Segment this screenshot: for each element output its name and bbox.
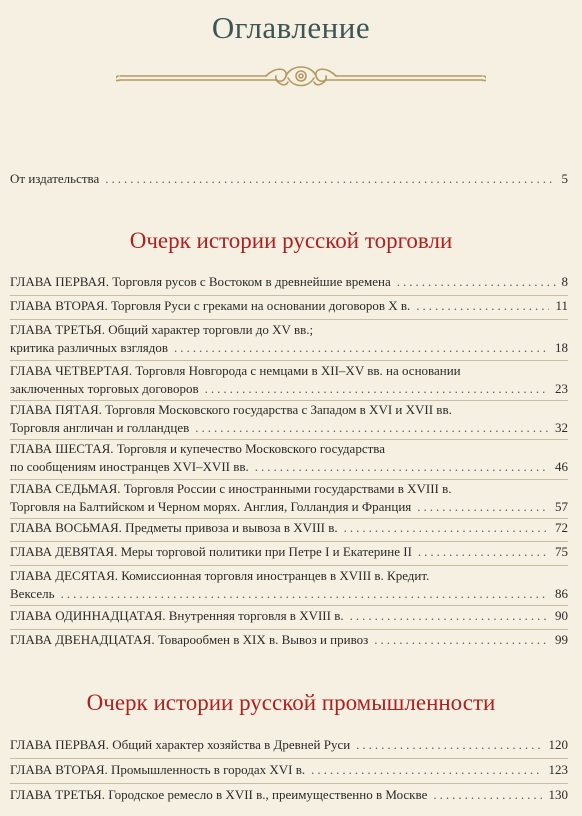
toc-entry-last-line	[10, 519, 568, 537]
toc-entry-trade-3[interactable]	[10, 321, 568, 357]
toc-entry-trade-12[interactable]	[10, 631, 568, 649]
dot-leader	[356, 736, 542, 754]
page-number: 90	[555, 608, 568, 623]
divider	[10, 758, 568, 759]
page-number: 75	[555, 544, 568, 559]
toc-entry-trade-9[interactable]	[10, 543, 568, 561]
dot-leader	[174, 339, 549, 357]
toc-entry-title: критика различных взглядов	[10, 340, 169, 355]
dot-leader	[417, 498, 549, 516]
toc-entry-title: ГЛАВА ДВЕНАДЦАТАЯ. Товарообмен в XIX в. Вывоз и привоз	[10, 632, 369, 647]
dot-leader	[311, 761, 542, 779]
divider	[10, 541, 568, 542]
toc-entry-title: Торговля на Балтийском и Черном морях. Англия, Голландия и Франция	[10, 499, 412, 514]
page-number: 86	[555, 586, 568, 601]
toc-entry-trade-8[interactable]	[10, 519, 568, 537]
page-number: 72	[555, 520, 568, 535]
toc-entry-title: ГЛАВА ТРЕТЬЯ. Городское ремесло в XVII в., преимущественно в Москве	[10, 787, 428, 802]
toc-entry-trade-2[interactable]	[10, 297, 568, 315]
section-title-trade: Очерк истории русской торговли	[129, 228, 453, 253]
toc-entry-title: ГЛАВА ВТОРАЯ. Промышленность в городах XVI в.	[10, 762, 306, 777]
toc-entry-title: ГЛАВА ДЕВЯТАЯ. Меры торговой политики при Петре I и Екатерине II	[10, 544, 412, 559]
dot-leader	[344, 519, 549, 537]
page-number: 99	[555, 632, 568, 647]
divider	[10, 605, 568, 606]
divider	[10, 295, 568, 296]
section-title-industry: Очерк истории русской промышленности	[86, 690, 496, 715]
toc-entry-last-line	[10, 607, 568, 625]
page-number: 123	[548, 762, 568, 777]
toc-entry-intro[interactable]	[10, 170, 568, 188]
toc-entry-last-line	[10, 380, 568, 398]
toc-entry-title: Торговля англичан и голландцев	[10, 420, 190, 435]
toc-entry-last-line	[10, 498, 568, 516]
divider	[10, 629, 568, 630]
divider	[10, 783, 568, 784]
page-number: 130	[548, 787, 568, 802]
divider	[10, 565, 568, 566]
toc-entry-last-line	[10, 273, 568, 291]
toc-entry-line: ГЛАВА ТРЕТЬЯ. Общий характер торговли до XV вв.;	[10, 322, 314, 337]
toc-entry-last-line	[10, 297, 568, 315]
toc-entry-title: ГЛАВА ВТОРАЯ. Торговля Руси с греками на основании договоров X в.	[10, 298, 411, 313]
page-title: Оглавление	[211, 10, 371, 45]
toc-entry-industry-3[interactable]	[10, 786, 568, 804]
toc-entry-last-line	[10, 761, 568, 779]
toc-entry-title: Вексель	[10, 586, 55, 601]
dot-leader	[61, 585, 549, 603]
dot-leader	[195, 419, 549, 437]
dot-leader	[397, 273, 556, 291]
divider	[10, 360, 568, 361]
dot-leader	[205, 380, 549, 398]
dot-leader	[416, 297, 549, 315]
toc-entry-trade-1[interactable]	[10, 273, 568, 291]
toc-entry-title: ГЛАВА ОДИННАДЦАТАЯ. Внутренняя торговля в XVIII в.	[10, 608, 344, 623]
toc-entry-title: ГЛАВА ВОСЬМАЯ. Предметы привоза и вывоза в XVIII в.	[10, 520, 338, 535]
toc-entry-line: ГЛАВА ПЯТАЯ. Торговля Московского государства с Западом в XVI и XVII вв.	[10, 402, 452, 417]
page-number: 120	[548, 737, 568, 752]
dot-leader	[418, 543, 549, 561]
toc-entry-title: по сообщениям иностранцев XVI–XVII вв.	[10, 459, 249, 474]
toc-entry-last-line	[10, 585, 568, 603]
page-number: 57	[555, 499, 568, 514]
toc-entry-trade-5[interactable]	[10, 401, 568, 437]
toc-entry-last-line	[10, 458, 568, 476]
toc-entry-line: ГЛАВА СЕДЬМАЯ. Торговля России с иностранными государствами в XVIII в.	[10, 481, 452, 496]
page-number: 8	[561, 274, 568, 289]
toc-entry-line: ГЛАВА ШЕСТАЯ. Торговля и купечество Московского государства	[10, 441, 386, 456]
toc-entry-last-line	[10, 543, 568, 561]
toc-entry-last-line	[10, 736, 568, 754]
page-number: 5	[561, 171, 568, 186]
dot-leader	[433, 786, 542, 804]
dot-leader	[105, 170, 555, 188]
toc-entry-last-line	[10, 170, 568, 188]
toc-entry-title: ГЛАВА ПЕРВАЯ. Общий характер хозяйства в Древней Руси	[10, 737, 351, 752]
toc-entry-last-line	[10, 339, 568, 357]
dot-leader	[350, 607, 549, 625]
toc-entry-trade-4[interactable]	[10, 362, 568, 398]
toc-entry-last-line	[10, 419, 568, 437]
toc-entry-trade-6[interactable]	[10, 440, 568, 476]
toc-entry-title: От издательства	[10, 171, 100, 186]
toc-entry-line: ГЛАВА ЧЕТВЕРТАЯ. Торговля Новгорода с немцами в XII–XV вв. на основании	[10, 363, 461, 378]
page-number: 23	[555, 381, 568, 396]
page-number: 18	[555, 340, 568, 355]
toc-entry-industry-2[interactable]	[10, 761, 568, 779]
page-number: 32	[555, 420, 568, 435]
toc-entry-industry-1[interactable]	[10, 736, 568, 754]
divider	[10, 319, 568, 320]
page-number: 11	[555, 298, 568, 313]
toc-entry-last-line	[10, 786, 568, 804]
dot-leader	[374, 631, 549, 649]
toc-entry-title: ГЛАВА ПЕРВАЯ. Торговля русов с Востоком в древнейшие времена	[10, 274, 391, 289]
toc-entry-line: ГЛАВА ДЕСЯТАЯ. Комиссионная торговля иностранцев в XVIII в. Кредит.	[10, 568, 430, 583]
toc-entry-trade-11[interactable]	[10, 607, 568, 625]
toc-entry-title: заключенных торговых договоров	[10, 381, 199, 396]
toc-entry-trade-10[interactable]	[10, 567, 568, 603]
dot-leader	[255, 458, 549, 476]
decorative-ornament	[116, 62, 486, 90]
page-number: 46	[555, 459, 568, 474]
toc-entry-trade-7[interactable]	[10, 480, 568, 516]
toc-entry-last-line	[10, 631, 568, 649]
